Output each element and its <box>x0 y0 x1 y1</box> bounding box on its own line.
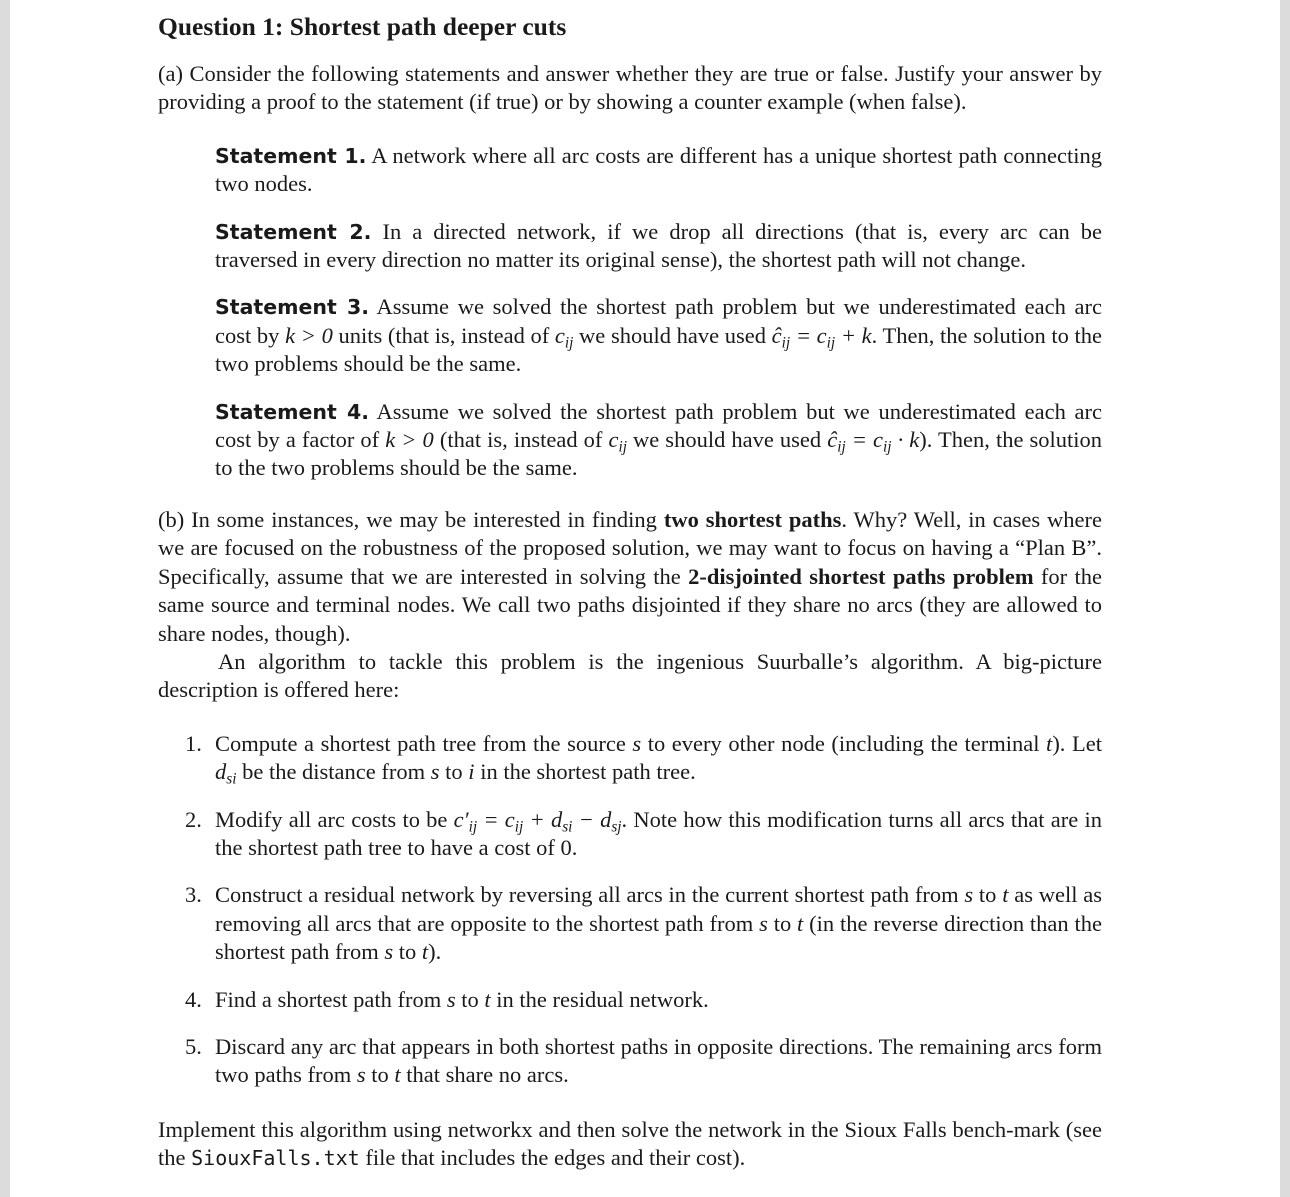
text: (in the reverse direction than the shortest path from <box>215 910 1102 965</box>
math: s <box>356 1062 366 1088</box>
math: t <box>1002 882 1009 908</box>
step-number: 5. <box>185 1033 202 1059</box>
text: for the same source and terminal nodes. We call two paths disjointed if they share no arcs (they are allowed to share nodes, though). <box>158 563 1102 646</box>
text: as well as removing all arcs that are opposite to the shortest path from <box>215 882 1102 936</box>
emphasis: 2-disjointed shortest paths problem <box>688 563 1034 589</box>
text: to <box>973 882 1003 908</box>
algorithm-step-5 <box>185 1033 1102 1090</box>
math: − d <box>572 806 612 832</box>
text: ). Let <box>1052 730 1102 756</box>
math-subscript: si <box>226 770 237 788</box>
question-heading: Question 1: Shortest path deeper cuts <box>158 12 567 41</box>
text: Discard any arc that appears in both shortest paths in opposite directions. The remaining arcs form two paths from <box>215 1033 1102 1088</box>
statement-text: . Then, the solution to the two problems should be the same. <box>215 322 1103 377</box>
implementation-instructions <box>158 1116 1102 1173</box>
text: to <box>767 910 798 936</box>
math-subscript: ij <box>826 334 836 352</box>
statement-2 <box>215 218 1102 275</box>
statement-label: Statement 3. <box>215 295 370 320</box>
math: t <box>1046 730 1053 756</box>
math: t <box>484 986 491 1012</box>
math: · k <box>891 427 920 453</box>
text: . Why? Well, in cases where we are focused on the robustness of the proposed solution, we may want to focus on having a “Plan B”. Specifically, assume that we are interested in solving the <box>158 506 1102 589</box>
math: = c <box>790 322 827 348</box>
math: = c <box>845 427 884 453</box>
math-subscript: ij <box>514 817 524 835</box>
statement-label: Statement 2. <box>215 219 372 244</box>
text: Compute a shortest path tree from the source <box>215 730 633 756</box>
statement-text: units (that is, instead of <box>332 322 555 348</box>
math-subscript: ij <box>468 817 478 835</box>
math: s <box>446 986 456 1012</box>
page-right-margin <box>1280 0 1290 1197</box>
math: t <box>394 1062 401 1088</box>
step-number: 3. <box>185 882 202 908</box>
statement-label: Statement 4. <box>215 399 370 424</box>
math: k > 0 <box>285 322 333 348</box>
emphasis: two shortest paths <box>663 506 842 532</box>
part-b-intro <box>158 506 1102 648</box>
text: (b) In some instances, we may be interested in finding <box>158 506 664 532</box>
algorithm-step-4 <box>185 986 1102 1014</box>
statement-text: ). Then, the solution to the two problems should be the same. <box>215 427 1102 481</box>
algorithm-step-3 <box>185 881 1102 966</box>
text: Implement this algorithm using networkx and then solve the network in the Sioux Falls bench-mark (see the <box>158 1116 1102 1171</box>
statement-1 <box>215 142 1102 199</box>
text: to every other node (including the terminal <box>641 730 1047 756</box>
statement-label: Statement 1. <box>215 143 367 168</box>
math-subscript: si <box>562 817 573 835</box>
text: to <box>365 1062 395 1088</box>
statement-text: Assume we solved the shortest path problem but we underestimated each arc cost by <box>215 294 1102 348</box>
math: ĉ <box>771 322 782 348</box>
text: . Note how this modification turns all arcs that are in the shortest path tree to have a cost of 0. <box>215 806 1103 860</box>
math: s <box>964 882 974 908</box>
statement-text: (that is, instead of <box>433 427 609 453</box>
math: s <box>632 730 642 756</box>
math: + k <box>835 322 872 348</box>
text: to <box>455 986 485 1012</box>
algorithm-step-1 <box>185 730 1102 788</box>
math-subscript: ij <box>618 438 627 456</box>
part-b-algorithm-intro: An algorithm to tackle this problem is the ingenious Suurballe’s algorithm. A big-picture description is offered here: <box>158 648 1102 703</box>
math: c′ <box>453 806 469 832</box>
statement-text: we should have used <box>626 427 828 453</box>
algorithm-step-2 <box>185 806 1103 863</box>
text: to <box>439 759 469 785</box>
math: c <box>608 427 619 453</box>
math: s <box>384 939 394 965</box>
math: k > 0 <box>385 427 434 453</box>
math-subscript: ij <box>837 438 846 456</box>
text: Find a shortest path from <box>215 986 447 1012</box>
math: t <box>797 910 804 936</box>
text: ). <box>428 939 442 965</box>
step-number: 4. <box>185 986 202 1012</box>
text: be the distance from <box>236 759 431 785</box>
math: s <box>759 910 768 936</box>
math-subscript: ij <box>883 438 892 456</box>
step-number: 2. <box>185 806 202 832</box>
math: = c <box>477 806 515 832</box>
text: Construct a residual network by reversing all arcs in the current shortest path from <box>215 882 965 908</box>
math: s <box>430 759 440 785</box>
math-subscript: ij <box>564 334 574 352</box>
statement-text: we should have used <box>573 322 772 348</box>
math-subscript: ij <box>781 334 791 352</box>
page-left-margin <box>0 0 10 1197</box>
statement-text: A network where all arc costs are different has a unique shortest path connecting two nodes. <box>215 142 1103 197</box>
math: d <box>215 759 227 785</box>
text: Modify all arc costs to be <box>215 806 454 832</box>
math-subscript: sj <box>611 817 622 835</box>
text: file that includes the edges and their cost). <box>359 1145 746 1171</box>
statement-4 <box>215 398 1102 483</box>
math: c <box>554 322 565 348</box>
math: + d <box>523 806 563 832</box>
statement-3 <box>215 293 1102 378</box>
statement-text: Assume we solved the shortest path problem but we underestimated each arc cost by a factor of <box>215 398 1102 453</box>
document-page <box>158 10 1102 1173</box>
step-number: 1. <box>185 730 202 756</box>
text: in the residual network. <box>490 986 709 1012</box>
algorithm-steps <box>158 730 1102 1090</box>
statement-text: In a directed network, if we drop all directions (that is, every arc can be traversed in every direction no matter its original sense), the shortest path will not change. <box>215 218 1103 273</box>
text: in the shortest path tree. <box>474 759 696 785</box>
math: ĉ <box>827 427 838 453</box>
math: i <box>468 759 475 785</box>
text: that share no arcs. <box>400 1062 569 1088</box>
filename-code: SiouxFalls.txt <box>191 1146 360 1171</box>
math: t <box>421 939 429 965</box>
text: to <box>393 939 422 965</box>
part-a-intro: (a) Consider the following statements and answer whether they are true or false. Justify your answer by providing a proof to the statement (if true) or by showing a counter example (when false). <box>158 61 1102 115</box>
